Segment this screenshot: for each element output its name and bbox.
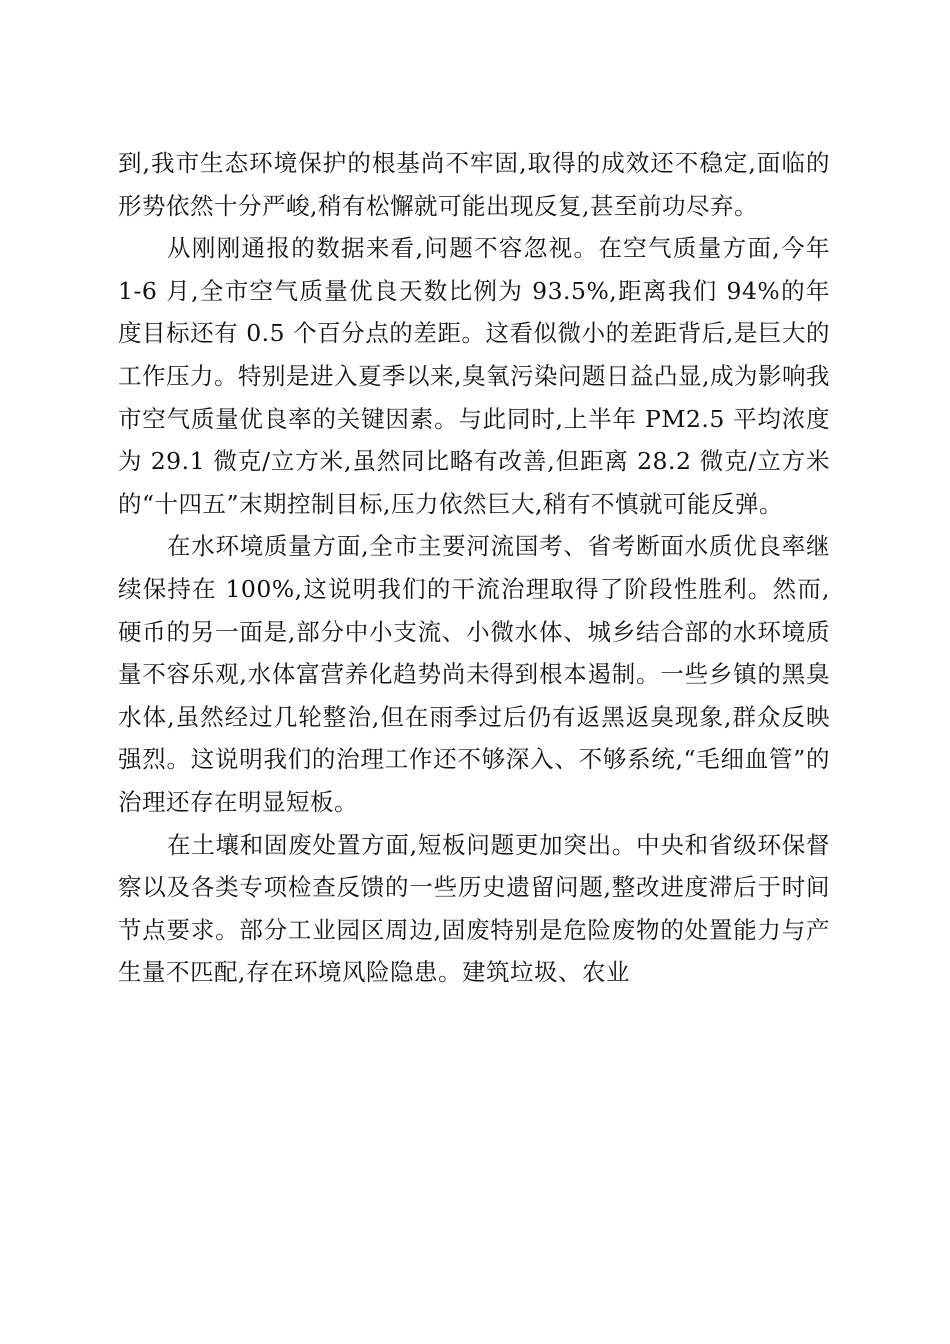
paragraph-water-quality: 在水环境质量方面,全市主要河流国考、省考断面水质优良率继续保持在 100%,这说明我们的干流治理取得了阶段性胜利。然而,硬币的另一面是,部分中小支流、小微水体、城乡结合部的水环境质量不容乐观,水体富营养化趋势尚未得到根本遏制。一些乡镇的黑臭水体,虽然经过几轮整治,但在雨季过后仍有返黑返臭现象,群众反映强烈。这说明我们的治理工作还不够深入、不够系统,“毛细血管”的治理还存在明显短板。 <box>118 532 830 816</box>
paragraph-continuation: 到,我市生态环境保护的根基尚不牢固,取得的成效还不稳定,面临的形势依然十分严峻,稍有松懈就可能出现反复,甚至前功尽弃。 <box>118 149 830 220</box>
paragraph-air-quality: 从刚刚通报的数据来看,问题不容忽视。在空气质量方面,今年 1-6 月,全市空气质量优良天数比例为 93.5%,距离我们 94%的年度目标还有 0.5 个百分点的差距。这看似微小的差距背后,是巨大的工作压力。特别是进入夏季以来,臭氧污染问题日益凸显,成为影响我市空气质量优良率的关键因素。与此同时,上半年 PM2.5 平均浓度为 29.1 微克/立方米,虽然同比略有改善,但距离 28.2 微克/立方米的“十四五”末期控制目标,压力依然巨大,稍有不慎就可能反弹。 <box>118 234 830 518</box>
paragraph-soil-waste: 在土壤和固废处置方面,短板问题更加突出。中央和省级环保督察以及各类专项检查反馈的一些历史遗留问题,整改进度滞后于时间节点要求。部分工业园区周边,固废特别是危险废物的处置能力与产生量不匹配,存在环境风险隐患。建筑垃圾、农业 <box>118 830 830 987</box>
document-body <box>118 142 830 994</box>
